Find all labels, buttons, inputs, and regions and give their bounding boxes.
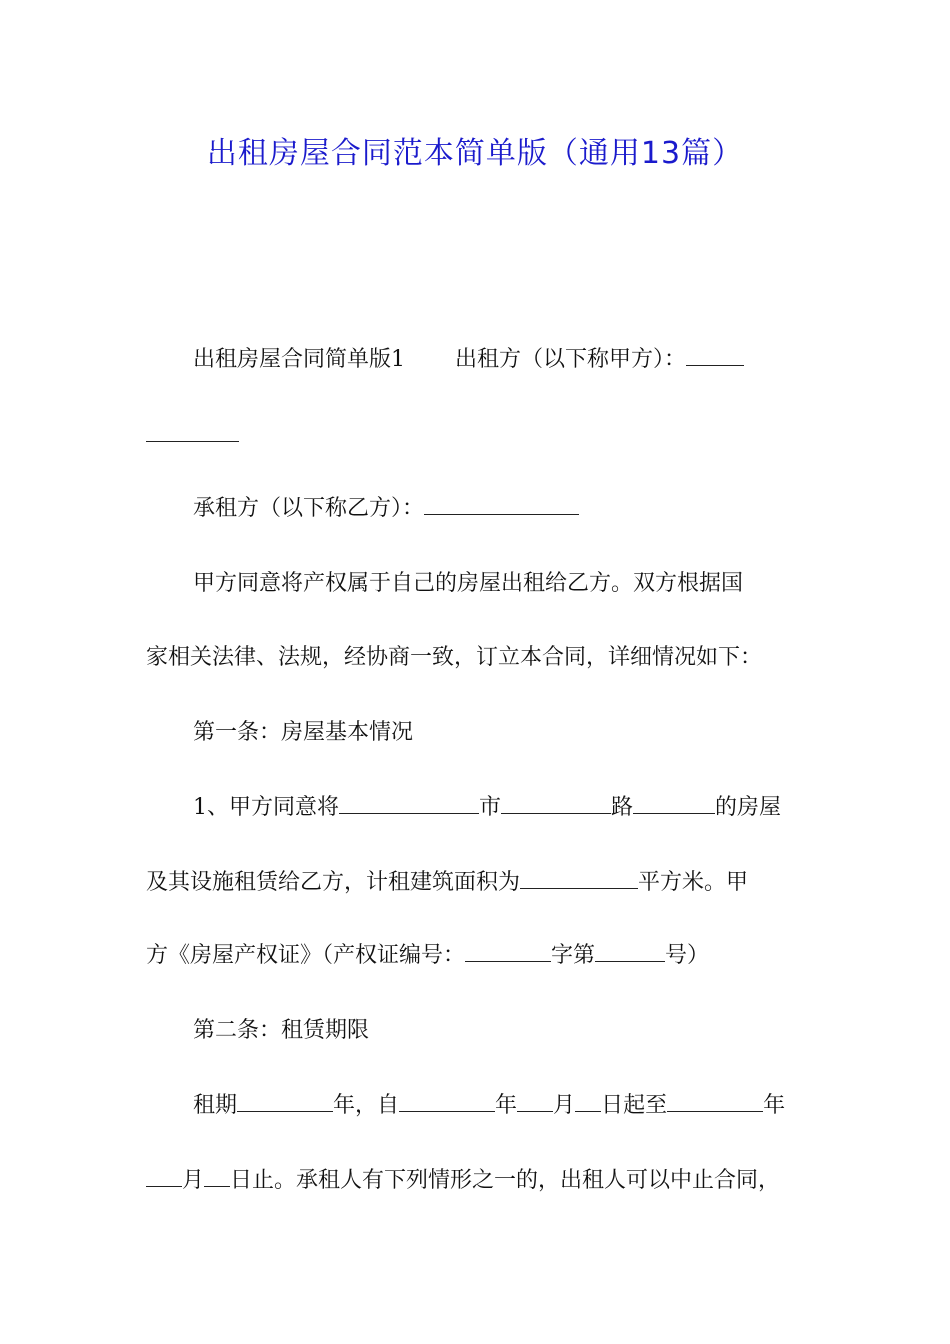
paragraph-line-3	[193, 493, 579, 525]
paragraph-line-11	[193, 1090, 785, 1122]
article-two-heading: 第二条：租赁期限	[193, 1018, 370, 1043]
certificate-label: 字第	[551, 943, 596, 968]
city-label: 市	[479, 795, 502, 820]
start-day-blank	[575, 1091, 601, 1112]
document-title: 出租房屋合同范本简单版（通用13篇）	[206, 136, 744, 171]
clause-text: 1、甲方同意将	[193, 795, 339, 820]
end-day-blank	[204, 1166, 230, 1187]
paragraph-line-2	[146, 420, 239, 452]
paragraph-line-1	[193, 344, 744, 376]
road-blank	[501, 793, 611, 814]
start-month-blank	[517, 1091, 553, 1112]
area-blank	[520, 868, 638, 889]
term-label: 租期	[193, 1093, 238, 1118]
paragraph-line-6	[193, 717, 413, 749]
agreement-text-2: 家相关法律、法规，经协商一致，订立本合同，详细情况如下：	[146, 645, 763, 670]
end-year-blank	[667, 1091, 763, 1112]
agreement-text-1: 甲方同意将产权属于自己的房屋出租给乙方。双方根据国	[193, 571, 744, 596]
paragraph-line-5	[146, 642, 762, 674]
term-years-blank	[237, 1091, 333, 1112]
start-year-label: 年	[495, 1093, 518, 1118]
paragraph-line-9	[146, 940, 709, 972]
city-blank	[339, 793, 479, 814]
certificate-text: 方《房屋产权证》（产权证编号：	[146, 943, 466, 968]
term-from-text: 年，自	[333, 1093, 400, 1118]
paragraph-line-7	[193, 792, 781, 824]
paragraph-line-4	[193, 568, 743, 600]
lessee-label: 承租方（以下称乙方）：	[193, 496, 425, 521]
paragraph-line-8	[146, 867, 748, 899]
end-month-blank	[146, 1166, 182, 1187]
house-label: 的房屋	[715, 795, 782, 820]
end-month-label: 月	[182, 1168, 205, 1193]
end-year-label: 年	[763, 1093, 786, 1118]
contract-heading-text: 出租房屋合同简单版1	[193, 347, 405, 372]
paragraph-line-12	[146, 1165, 780, 1197]
lessor-name-blank	[686, 345, 744, 366]
certificate-number-blank	[595, 941, 665, 962]
start-day-label: 日起至	[601, 1093, 668, 1118]
certificate-suffix: 号）	[665, 943, 710, 968]
article-one-heading: 第一条：房屋基本情况	[193, 720, 414, 745]
road-label: 路	[611, 795, 634, 820]
lessor-label: 出租方（以下称甲方）：	[455, 347, 687, 372]
termination-clause-text: 日止。承租人有下列情形之一的，出租人可以中止合同，	[230, 1168, 781, 1193]
start-month-label: 月	[553, 1093, 576, 1118]
start-year-blank	[399, 1091, 495, 1112]
certificate-prefix-blank	[465, 941, 551, 962]
area-clause-text: 及其设施租赁给乙方，计租建筑面积为	[146, 870, 521, 895]
house-number-blank	[633, 793, 715, 814]
area-unit-text: 平方米。甲	[638, 870, 749, 895]
lessee-name-blank	[424, 494, 579, 515]
lessor-name-blank-continued	[146, 421, 239, 442]
paragraph-line-10	[193, 1015, 369, 1047]
